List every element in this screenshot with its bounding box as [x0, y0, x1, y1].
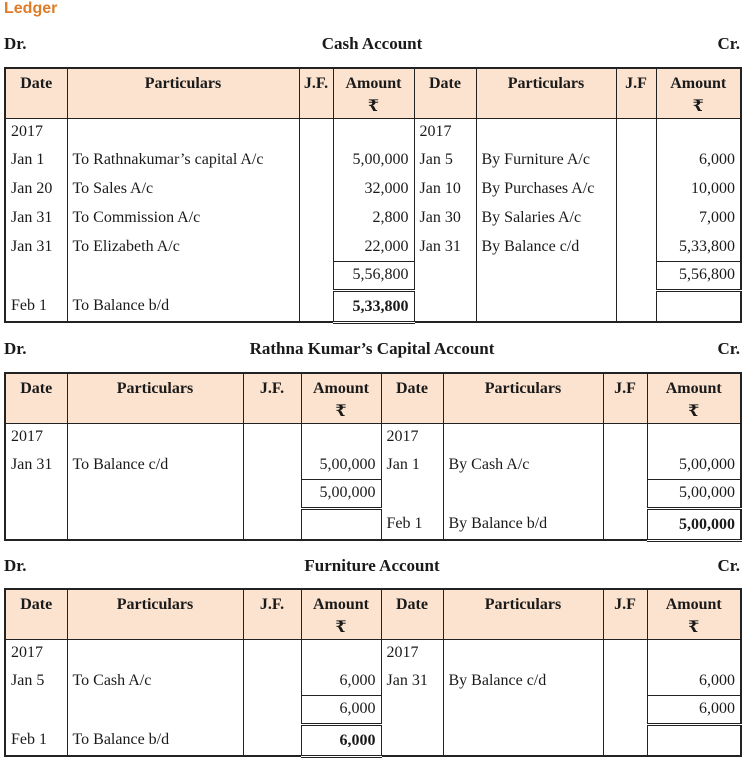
table-row [5, 145, 741, 174]
particulars-cell: To Cash A/c [67, 666, 243, 696]
dr-label: Dr. [4, 339, 27, 358]
date-cell: Jan 5 [414, 145, 476, 174]
amount-cell: 6,000 [301, 666, 381, 696]
particulars-cell: To Rathnakumar’s capital A/c [67, 145, 299, 174]
date-cell: Jan 10 [414, 174, 476, 203]
rupee-symbol: ₹ [335, 619, 347, 636]
capital-account-title: Rathna Kumar’s Capital Account [249, 339, 495, 358]
cr-label: Cr. [717, 556, 740, 575]
col-amount [656, 68, 741, 118]
date-cell: Jan 20 [5, 174, 67, 203]
table-row [5, 639, 741, 666]
dr-label: Dr. [4, 34, 27, 53]
date-cell: Jan 30 [414, 203, 476, 232]
date-cell: Jan 5 [5, 666, 67, 696]
col-date: Date [381, 373, 443, 423]
date-cell: Jan 31 [381, 666, 443, 696]
cash-account-table [4, 67, 742, 324]
date-cell: Jan 31 [5, 232, 67, 262]
cash-account-title: Cash Account [321, 34, 423, 53]
col-jf: J.F [616, 68, 656, 118]
particulars-cell: By Balance c/d [443, 666, 603, 696]
year-cell: 2017 [5, 423, 67, 450]
amount-cell: 5,33,800 [656, 232, 741, 262]
date-cell: Feb 1 [381, 508, 443, 540]
rupee-symbol: ₹ [335, 403, 347, 420]
particulars-cell: To Balance b/d [67, 290, 299, 322]
rupee-symbol: ₹ [688, 619, 700, 636]
balance-row [5, 290, 741, 322]
amount-label: Amount [665, 596, 722, 613]
table-header-row [5, 68, 741, 118]
balance-row [5, 724, 741, 756]
balance-amount: 5,33,800 [333, 290, 414, 322]
particulars-cell: By Salaries A/c [476, 203, 616, 232]
col-particulars: Particulars [67, 68, 299, 118]
cr-label: Cr. [717, 34, 740, 53]
total-amount: 5,56,800 [333, 261, 414, 290]
rupee-symbol: ₹ [367, 98, 380, 115]
balance-amount: 6,000 [301, 724, 381, 756]
particulars-cell: To Elizabeth A/c [67, 232, 299, 262]
year-cell: 2017 [5, 118, 67, 145]
col-date: Date [414, 68, 476, 118]
date-cell: Jan 31 [5, 203, 67, 232]
capital-account-table [4, 372, 742, 542]
date-cell: Jan 1 [381, 450, 443, 480]
amount-label: Amount [312, 380, 369, 397]
page-heading: Ledger [4, 0, 58, 17]
total-amount: 5,00,000 [301, 479, 381, 508]
col-amount [647, 373, 741, 423]
amount-cell: 32,000 [333, 174, 414, 203]
col-amount [647, 589, 741, 639]
year-cell: 2017 [381, 639, 443, 666]
amount-cell: 6,000 [656, 145, 741, 174]
rupee-symbol: ₹ [692, 98, 704, 115]
year-cell: 2017 [5, 639, 67, 666]
particulars-cell: By Cash A/c [443, 450, 603, 480]
table-row [5, 450, 741, 480]
col-jf: J.F. [299, 68, 333, 118]
furniture-account-title: Furniture Account [304, 556, 440, 575]
cash-account-header [4, 34, 740, 54]
particulars-cell: To Balance c/d [67, 450, 243, 480]
col-amount [333, 68, 414, 118]
total-amount: 5,00,000 [647, 479, 741, 508]
amount-cell: 6,000 [647, 666, 741, 696]
furniture-account-header [4, 556, 740, 576]
col-amount [301, 373, 381, 423]
date-cell: Feb 1 [5, 290, 67, 322]
total-row [5, 261, 741, 290]
col-date: Date [381, 589, 443, 639]
year-cell: 2017 [414, 118, 476, 145]
table-row [5, 666, 741, 696]
col-jf: J.F [603, 589, 647, 639]
amount-label: Amount [665, 380, 722, 397]
table-row [5, 423, 741, 450]
date-cell: Jan 31 [414, 232, 476, 262]
furniture-account-table [4, 588, 742, 758]
col-date: Date [5, 589, 67, 639]
year-cell: 2017 [381, 423, 443, 450]
amount-cell: 5,00,000 [333, 145, 414, 174]
capital-account-header [4, 339, 740, 359]
amount-cell: 22,000 [333, 232, 414, 262]
particulars-cell: By Balance c/d [476, 232, 616, 262]
particulars-cell: By Purchases A/c [476, 174, 616, 203]
table-row [5, 118, 741, 145]
col-particulars: Particulars [67, 589, 243, 639]
table-header-row [5, 589, 741, 639]
amount-label: Amount [345, 75, 402, 92]
col-jf: J.F. [243, 589, 301, 639]
amount-cell: 10,000 [656, 174, 741, 203]
amount-label: Amount [312, 596, 369, 613]
particulars-cell: To Balance b/d [67, 724, 243, 756]
col-date: Date [5, 373, 67, 423]
amount-label: Amount [670, 75, 727, 92]
col-particulars: Particulars [67, 373, 243, 423]
date-cell: Feb 1 [5, 724, 67, 756]
rupee-symbol: ₹ [688, 403, 700, 420]
amount-cell: 5,00,000 [647, 450, 741, 480]
total-row [5, 695, 741, 724]
date-cell: Jan 1 [5, 145, 67, 174]
col-date: Date [5, 68, 67, 118]
particulars-cell: By Furniture A/c [476, 145, 616, 174]
particulars-cell: By Balance b/d [443, 508, 603, 540]
dr-label: Dr. [4, 556, 27, 575]
col-jf: J.F [603, 373, 647, 423]
col-particulars: Particulars [476, 68, 616, 118]
amount-cell: 7,000 [656, 203, 741, 232]
balance-row [5, 508, 741, 540]
table-header-row [5, 373, 741, 423]
total-amount: 6,000 [647, 695, 741, 724]
total-row [5, 479, 741, 508]
table-row [5, 203, 741, 232]
table-row [5, 232, 741, 262]
col-amount [301, 589, 381, 639]
col-jf: J.F. [243, 373, 301, 423]
particulars-cell: To Commission A/c [67, 203, 299, 232]
amount-cell: 2,800 [333, 203, 414, 232]
balance-amount: 5,00,000 [647, 508, 741, 540]
table-row [5, 174, 741, 203]
amount-cell: 5,00,000 [301, 450, 381, 480]
col-particulars: Particulars [443, 589, 603, 639]
cr-label: Cr. [717, 339, 740, 358]
particulars-cell: To Sales A/c [67, 174, 299, 203]
total-amount: 6,000 [301, 695, 381, 724]
col-particulars: Particulars [443, 373, 603, 423]
date-cell: Jan 31 [5, 450, 67, 480]
total-amount: 5,56,800 [656, 261, 741, 290]
